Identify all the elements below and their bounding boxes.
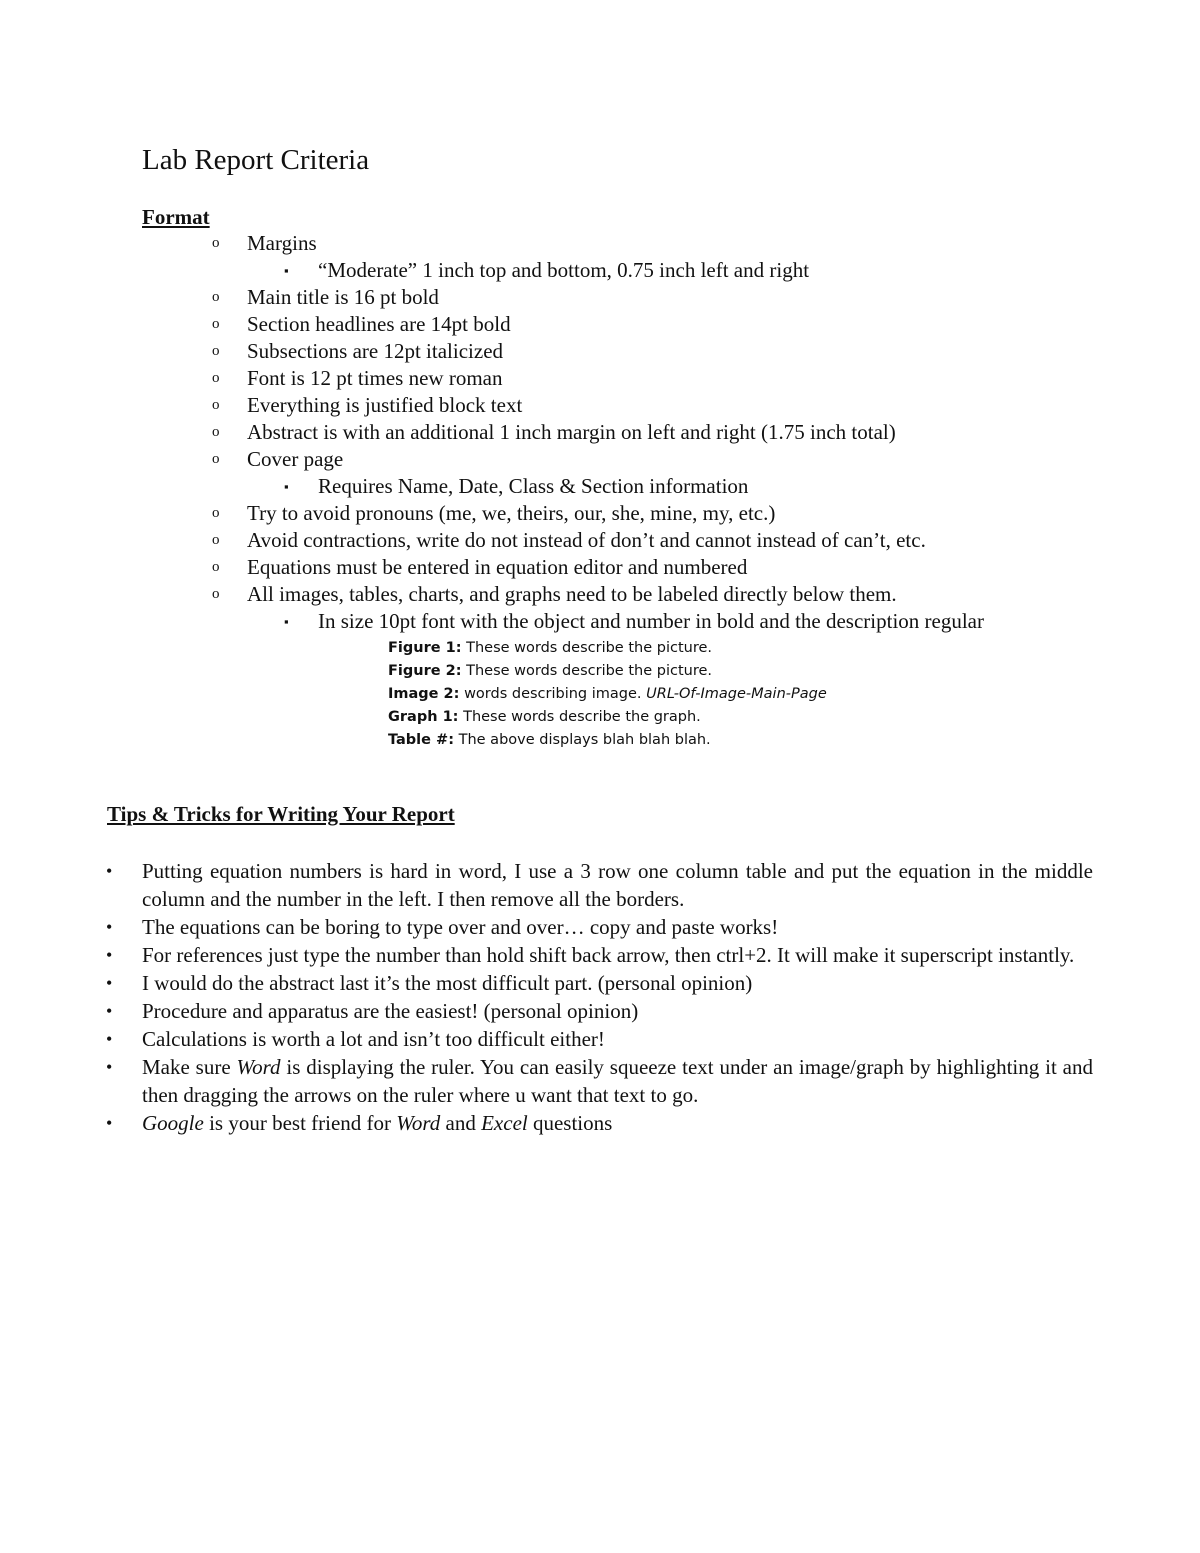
circle-bullet-icon: o xyxy=(212,532,220,548)
caption-description: words describing image. xyxy=(464,686,642,702)
caption-label: Table #: xyxy=(388,732,454,748)
caption-label: Graph 1: xyxy=(388,709,459,725)
bullet-icon: • xyxy=(106,861,113,881)
format-item xyxy=(0,284,1200,311)
format-item xyxy=(0,500,1200,527)
tips-list xyxy=(0,857,1200,1137)
format-item xyxy=(0,581,1200,608)
format-item-text: Main title is 16 pt bold xyxy=(247,285,439,309)
bullet-icon: • xyxy=(106,1029,113,1049)
format-item-text: Section headlines are 14pt bold xyxy=(247,312,511,336)
bullet-icon: • xyxy=(106,1113,113,1133)
format-list xyxy=(0,230,1200,635)
caption-description: The above displays blah blah blah. xyxy=(458,732,711,748)
tip-text-part: questions xyxy=(527,1111,613,1135)
caption-example xyxy=(388,637,827,660)
tip-text: Procedure and apparatus are the easiest! (personal opinion) xyxy=(142,999,639,1023)
circle-bullet-icon: o xyxy=(212,586,220,602)
tip-text-part: Make sure xyxy=(142,1055,237,1079)
circle-bullet-icon: o xyxy=(212,505,220,521)
format-item-text: Cover page xyxy=(247,447,344,471)
caption-url: URL-Of-Image-Main-Page xyxy=(646,686,827,702)
format-item xyxy=(0,365,1200,392)
tip-item xyxy=(0,1025,1200,1053)
tip-item xyxy=(0,857,1200,913)
tip-item xyxy=(0,1109,1200,1137)
format-item xyxy=(0,527,1200,554)
square-bullet-icon: ▪ xyxy=(284,614,289,629)
tip-text xyxy=(142,1109,1093,1137)
caption-examples xyxy=(388,637,827,752)
caption-label: Image 2: xyxy=(388,686,460,702)
tip-text: Calculations is worth a lot and isn’t too difficult either! xyxy=(142,1027,605,1051)
format-item-text: Equations must be entered in equation editor and numbered xyxy=(247,555,748,579)
circle-bullet-icon: o xyxy=(212,424,220,440)
bullet-icon: • xyxy=(106,945,113,965)
caption-example xyxy=(388,683,827,706)
tip-text-emphasis: Word xyxy=(236,1055,281,1079)
bullet-icon: • xyxy=(106,973,113,993)
bullet-icon: • xyxy=(106,1057,113,1077)
caption-description: These words describe the graph. xyxy=(463,709,701,725)
tip-item xyxy=(0,969,1200,997)
format-item xyxy=(0,311,1200,338)
page-title: Lab Report Criteria xyxy=(142,144,370,176)
circle-bullet-icon: o xyxy=(212,343,220,359)
tip-item xyxy=(0,1053,1200,1109)
format-item xyxy=(0,230,1200,257)
tip-text: The equations can be boring to type over and over… copy and paste works! xyxy=(142,915,779,939)
caption-example xyxy=(388,706,827,729)
tip-text xyxy=(142,1053,1093,1109)
tip-text-part: and xyxy=(440,1111,482,1135)
format-item-text: Font is 12 pt times new roman xyxy=(247,366,503,390)
circle-bullet-icon: o xyxy=(212,370,220,386)
tip-item xyxy=(0,941,1200,969)
format-item-text: Try to avoid pronouns (me, we, theirs, our, she, mine, my, etc.) xyxy=(247,501,776,525)
format-subitem xyxy=(0,473,1200,500)
circle-bullet-icon: o xyxy=(212,559,220,575)
circle-bullet-icon: o xyxy=(212,397,220,413)
caption-label: Figure 1: xyxy=(388,640,462,656)
circle-bullet-icon: o xyxy=(212,316,220,332)
format-item-text: Avoid contractions, write do not instead of don’t and cannot instead of can’t, etc. xyxy=(247,528,926,552)
bullet-icon: • xyxy=(106,917,113,937)
caption-example xyxy=(388,729,827,752)
format-subitem-text: “Moderate” 1 inch top and bottom, 0.75 inch left and right xyxy=(318,258,810,282)
format-subitem xyxy=(0,608,1200,635)
format-item-text: Subsections are 12pt italicized xyxy=(247,339,504,363)
square-bullet-icon: ▪ xyxy=(284,263,289,278)
tip-text-part: is your best friend for xyxy=(203,1111,397,1135)
tip-text: For references just type the number than hold shift back arrow, then ctrl+2. It will make it superscript instantly. xyxy=(142,943,1075,967)
format-item-text: Everything is justified block text xyxy=(247,393,523,417)
format-item xyxy=(0,419,1200,446)
circle-bullet-icon: o xyxy=(212,451,220,467)
tip-item xyxy=(0,913,1200,941)
caption-label: Figure 2: xyxy=(388,663,462,679)
tip-text: Putting equation numbers is hard in word, I use a 3 row one column table and put the equation in the middle column and the number in the left. I then remove all the borders. xyxy=(142,859,1093,911)
tip-item xyxy=(0,997,1200,1025)
format-item xyxy=(0,392,1200,419)
circle-bullet-icon: o xyxy=(212,235,220,251)
format-item xyxy=(0,446,1200,473)
format-heading: Format xyxy=(142,205,210,229)
format-subitem xyxy=(0,257,1200,284)
caption-description: These words describe the picture. xyxy=(466,640,713,656)
format-item-text: Margins xyxy=(247,231,317,255)
tip-text-emphasis: Google xyxy=(142,1111,204,1135)
tip-text: I would do the abstract last it’s the most difficult part. (personal opinion) xyxy=(142,971,753,995)
format-item-text: All images, tables, charts, and graphs need to be labeled directly below them. xyxy=(247,582,897,606)
caption-example xyxy=(388,660,827,683)
format-subitem-text: Requires Name, Date, Class & Section information xyxy=(318,474,749,498)
format-subitem-text: In size 10pt font with the object and number in bold and the description regular xyxy=(318,609,984,633)
tip-text-part: is displaying the ruler. You can easily squeeze text under an image/graph by highlighting it and then dragging the arrows on the ruler where u want that text to go. xyxy=(142,1055,1093,1107)
format-item-text: Abstract is with an additional 1 inch margin on left and right (1.75 inch total) xyxy=(247,420,896,444)
caption-description: These words describe the picture. xyxy=(466,663,713,679)
bullet-icon: • xyxy=(106,1001,113,1021)
tips-heading: Tips & Tricks for Writing Your Report xyxy=(107,802,455,826)
tip-text-emphasis: Excel xyxy=(481,1111,528,1135)
format-item xyxy=(0,338,1200,365)
circle-bullet-icon: o xyxy=(212,289,220,305)
format-item xyxy=(0,554,1200,581)
square-bullet-icon: ▪ xyxy=(284,479,289,494)
tip-text-emphasis: Word xyxy=(396,1111,441,1135)
